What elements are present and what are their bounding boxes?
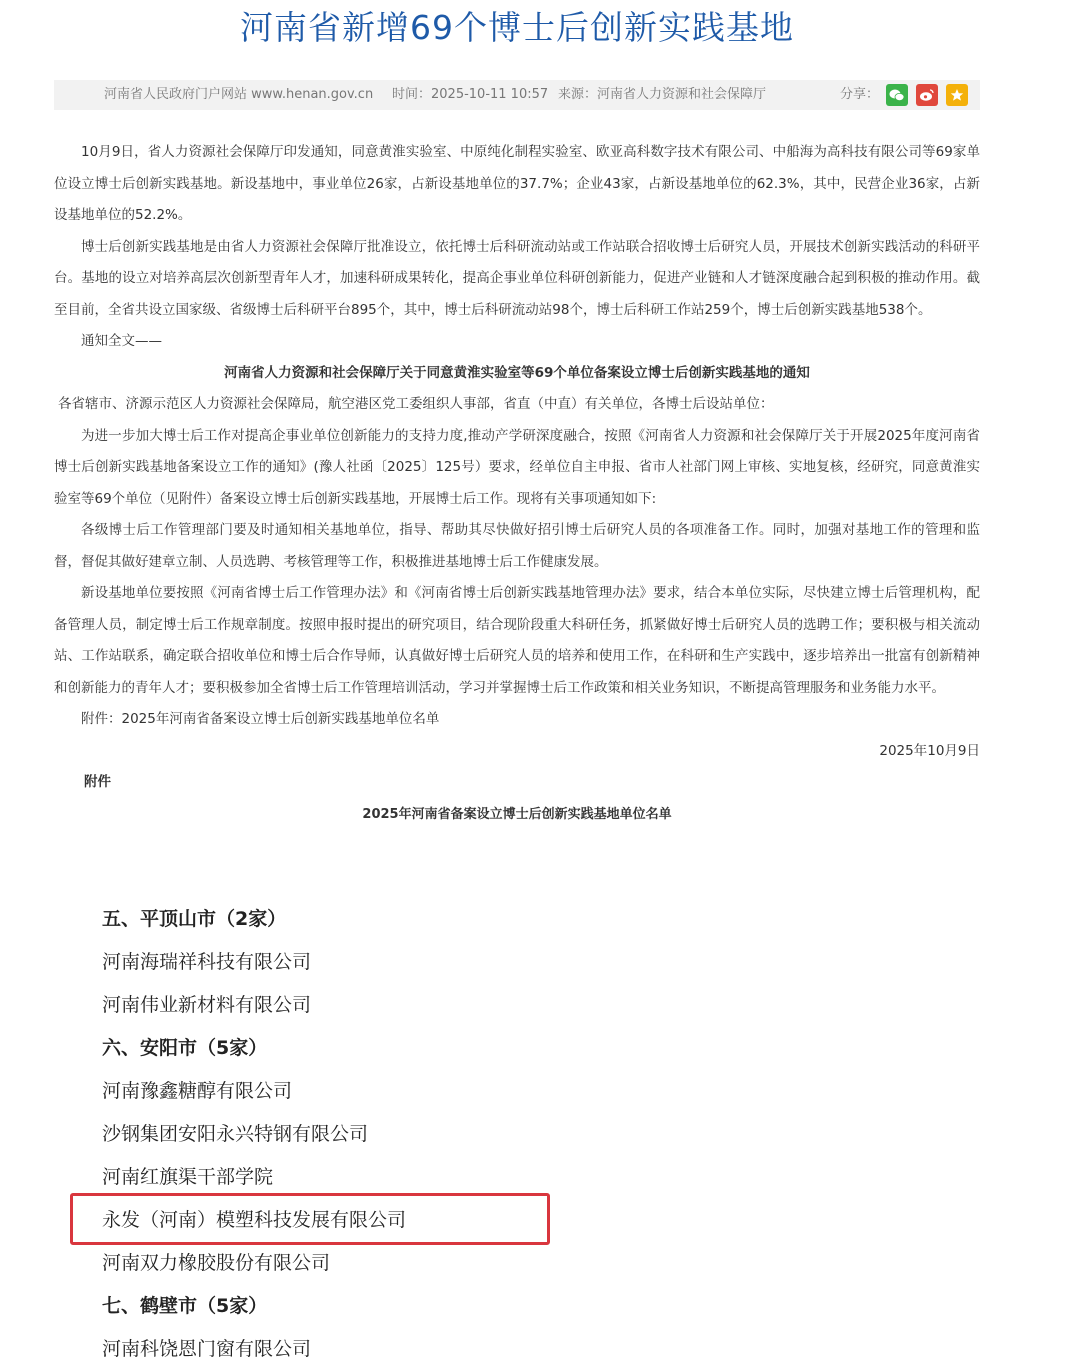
article-paragraph-1: 10月9日，省人力资源社会保障厅印发通知，同意黄淮实验室、中原纯化制程实验室、欧亚高科数字技术有限公司、中船海为高科技有限公司等69家单位设立博士后创新实践基地。新设基地中，事业单位26家，占新设基地单位的37.7%；企业43家，占新设基地单位的62.3%，其中，民营企业36家，占新设基地单位的52.2%。 [54, 144, 980, 223]
notice-addressee: 各省辖市、济源示范区人力资源社会保障局，航空港区党工委组织人事部，省直（中直）有关单位，各博士后设站单位： [58, 396, 774, 412]
meta-site: 河南省人民政府门户网站 www.henan.gov.cn [104, 87, 374, 102]
page-title: 河南省新增69个博士后创新实践基地 [240, 8, 794, 47]
meta-time: 时间：2025-10-11 10:57 [392, 87, 549, 102]
highlighted-list-item: 永发（河南）模塑科技发展有限公司 [102, 1209, 407, 1231]
share-icons [886, 84, 968, 106]
notice-title: 河南省人力资源和社会保障厅关于同意黄淮实验室等69个单位备案设立博士后创新实践基地的通知 [224, 364, 810, 381]
unit-list-title: 2025年河南省备案设立博士后创新实践基地单位名单 [362, 806, 672, 822]
share-label: 分享： [840, 87, 880, 102]
list-item: 河南红旗渠干部学院 [102, 1166, 274, 1188]
attachment-line: 附件：2025年河南省备案设立博士后创新实践基地单位名单 [81, 711, 440, 727]
wechat-icon[interactable] [886, 84, 908, 106]
highlight-box [70, 1193, 550, 1245]
city-heading-hebi: 七、鹤壁市（5家） [102, 1295, 268, 1317]
list-item: 河南豫鑫糖醇有限公司 [102, 1080, 293, 1102]
city-heading-pingdingshan: 五、平顶山市（2家） [102, 908, 287, 930]
qzone-icon[interactable] [946, 84, 968, 106]
article-meta-bar [54, 80, 980, 110]
city-heading-anyang: 六、安阳市（5家） [102, 1037, 268, 1059]
list-item: 沙钢集团安阳永兴特钢有限公司 [102, 1123, 369, 1145]
article-paragraph-2: 博士后创新实践基地是由省人力资源社会保障厅批准设立，依托博士后科研流动站或工作站联合招收博士后研究人员，开展技术创新实践活动的科研平台。基地的设立对培养高层次创新型青年人才，加速科研成果转化，提高企事业单位科研创新能力，促进产业链和人才链深度融合起到积极的推动作用。截至目前，全省共设立国家级、省级博士后科研平台895个，其中，博士后科研流动站98个，博士后科研工作站259个，博士后创新实践基地538个。 [54, 238, 980, 318]
notice-date: 2025年10月9日 [879, 742, 980, 759]
weibo-icon[interactable] [916, 84, 938, 106]
attachment-heading: 附件 [84, 774, 111, 790]
notice-paragraph-1: 为进一步加大博士后工作对提高企事业单位创新能力的支持力度,推动产学研深度融合，按照《河南省人力资源和社会保障厅关于开展2025年度河南省博士后创新实践基地备案设立工作的通知》(豫人社函〔2025〕125号）要求，经单位自主申报、省市人社部门网上审核、实地复核，经研究，同意黄淮实验室等69个单位（见附件）备案设立博士后创新实践基地，开展博士后工作。现将有关事项通知如下: [54, 427, 980, 507]
meta-source: 来源：河南省人力资源和社会保障厅 [558, 87, 767, 102]
list-item: 河南双力橡胶股份有限公司 [102, 1252, 331, 1274]
article-body [54, 137, 980, 830]
full-text-label: 通知全文—— [81, 333, 162, 349]
list-item: 河南伟业新材料有限公司 [102, 994, 312, 1016]
list-item: 河南海瑞祥科技有限公司 [102, 951, 312, 973]
notice-paragraph-3: 新设基地单位要按照《河南省博士后工作管理办法》和《河南省博士后创新实践基地管理办法》要求，结合本单位实际，尽快建立博士后管理机构，配备管理人员，制定博士后工作规章制度。按照申报时提出的研究项目，结合现阶段重大科研任务，抓紧做好博士后研究人员的选聘工作；要积极与相关流动站、工作站联系，确定联合招收单位和博士后合作导师，认真做好博士后研究人员的培养和使用工作，在科研和生产实践中，逐步培养出一批富有创新精神和创新能力的青年人才；要积极参加全省博士后工作管理培训活动，学习并掌握博士后工作政策和相关业务知识，不断提高管理服务和业务能力水平。 [54, 585, 980, 696]
notice-paragraph-2: 各级博士后工作管理部门要及时通知相关基地单位，指导、帮助其尽快做好招引博士后研究人员的各项准备工作。同时，加强对基地工作的管理和监督，督促其做好建章立制、人员选聘、考核管理等工作，积极推进基地博士后工作健康发展。 [54, 522, 980, 570]
list-item: 河南科饶恩门窗有限公司 [102, 1338, 312, 1360]
unit-list [102, 898, 962, 1371]
